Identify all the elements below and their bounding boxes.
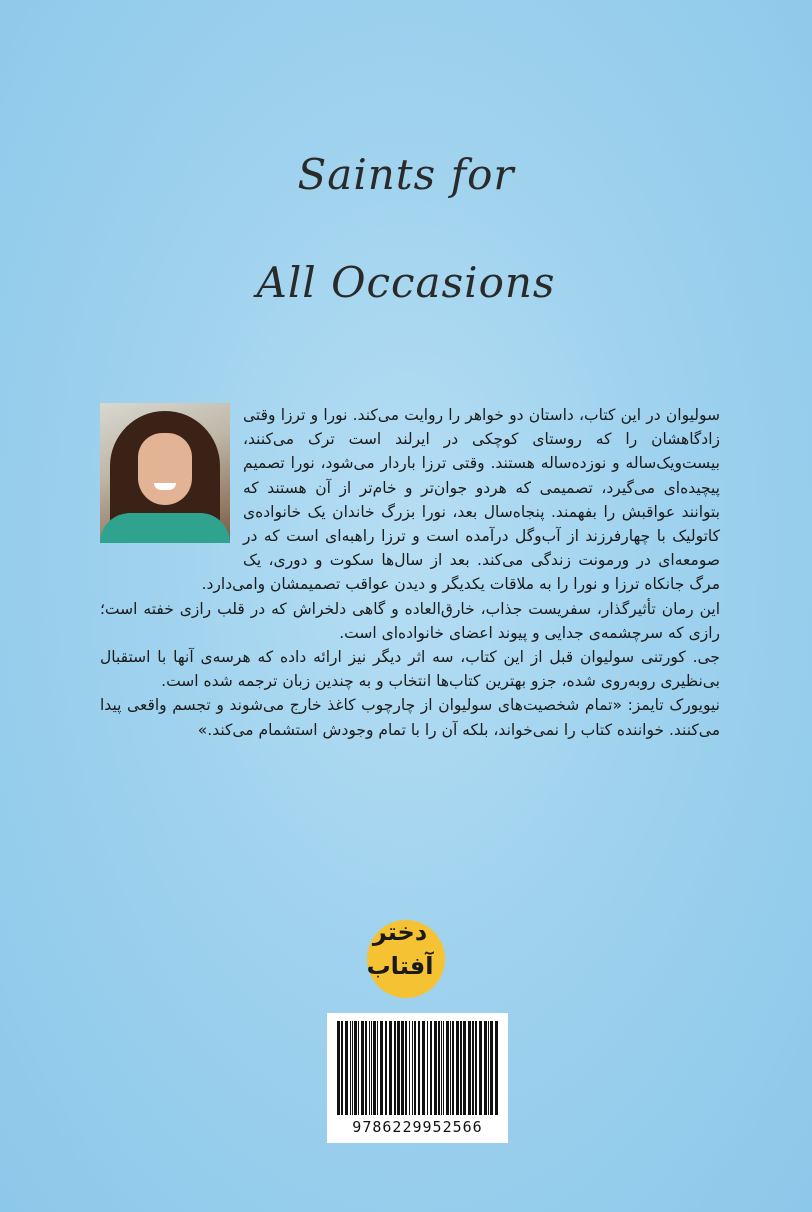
barcode-bar (414, 1021, 416, 1115)
barcode-bar (418, 1021, 420, 1115)
blurb-paragraph: جی. کورتنی سولیوان قبل از این کتاب، سه اثر دیگر نیز ارائه داده که هرسه‌ی آنها با استقبال بی‌نظیری روبه‌روی شده، جزو بهترین کتاب‌ها انتخاب و به چندین زبان ترجمه شده است. (100, 648, 720, 691)
barcode-bar (394, 1021, 396, 1115)
isbn-barcode (327, 1013, 508, 1143)
barcode-bar (377, 1021, 378, 1115)
barcode-bar (341, 1021, 343, 1115)
barcode-bars (335, 1021, 500, 1115)
barcode-bar (479, 1021, 482, 1115)
barcode-bar (468, 1021, 471, 1115)
blurb-paragraph: نیویورک تایمز: «تمام شخصیت‌های سولیوان از چارچوب کاغذ خارج می‌شوند و تجسم واقعی پیدا می‌کنند. خواننده کتاب را نمی‌خواند، بلکه آن را با تمام وجودش استشمام می‌کند.» (100, 696, 720, 739)
barcode-bar (365, 1021, 367, 1115)
barcode-bar (409, 1021, 410, 1115)
barcode-bar (438, 1021, 440, 1115)
barcode-bar (352, 1021, 353, 1115)
barcode-bar (495, 1021, 498, 1115)
barcode-bar (380, 1021, 383, 1115)
barcode-bar (450, 1021, 451, 1115)
barcode-bar (371, 1021, 372, 1115)
barcode-bar (401, 1021, 404, 1115)
barcode-bar (337, 1021, 340, 1115)
barcode-bar (443, 1021, 444, 1115)
barcode-bar (389, 1021, 392, 1115)
book-title-line2: All Occasions (256, 258, 556, 307)
barcode-bar (430, 1021, 432, 1115)
barcode-bar (484, 1021, 487, 1115)
barcode-bar (354, 1021, 357, 1115)
barcode-bar (369, 1021, 370, 1115)
barcode-bar (460, 1021, 462, 1115)
barcode-bar (490, 1021, 493, 1115)
barcode-bar (422, 1021, 425, 1115)
barcode-bar (405, 1021, 407, 1115)
blurb-paragraph: سولیوان در این کتاب، داستان دو خواهر را روایت می‌کند. نورا و ترزا وقتی زادگاهشان را که روستای کوچکی در ایرلند است ترک می‌کنند، بیست‌ویک‌ساله و نوزده‌ساله هستند. وقتی ترزا باردار می‌شود، نورا تصمیم پیچیده‌ای می‌گیرد، تصمیمی که هردو جوان‌تر و خام‌تر از آن هستند که بتوانند عواقبش را بفهمند. پنجاه‌سال بعد، نورا بزرگ خاندان یک خانواده‌ی کاتولیک با چهارفرزند از آب‌وگل درآمده است و ترزا راهبه‌ای است که در صومعه‌ای در ورمونت زندگی می‌کند. بعد از سال‌ها سکوت و دوری، یک مرگ جانکاه ترزا و نورا را به ملاقات یکدیگر و دیدن عواقب تصمیمشان وامی‌دارد. (201, 406, 720, 594)
barcode-bar (358, 1021, 359, 1115)
barcode-bar (456, 1021, 459, 1115)
barcode-bar (434, 1021, 437, 1115)
barcode-bar (345, 1021, 348, 1115)
barcode-bar (475, 1021, 477, 1115)
blurb-paragraph: این رمان تأثیرگذار، سفریست جذاب، خارق‌العاده و گاهی دلخراش که در قلب رازی خفته است؛ رازی که سرچشمه‌ی جدایی و پیوند اعضای خانواده‌ای است. (100, 599, 720, 642)
publisher-logo-word-2: آفتاب (366, 952, 434, 980)
barcode-bar (361, 1021, 364, 1115)
barcode-bar (441, 1021, 442, 1115)
barcode-bar (472, 1021, 474, 1115)
publisher-logo-word-1: دختر (372, 918, 428, 946)
barcode-bar (385, 1021, 387, 1115)
barcode-bar (412, 1021, 413, 1115)
barcode-bar (397, 1021, 400, 1115)
barcode-bar (463, 1021, 466, 1115)
barcode-bar (350, 1021, 351, 1115)
barcode-bar (446, 1021, 449, 1115)
barcode-number: 9786229952566 (352, 1118, 483, 1136)
book-title-line1: Saints for (297, 150, 515, 199)
barcode-bar (373, 1021, 376, 1115)
barcode-bar (488, 1021, 489, 1115)
barcode-bar (452, 1021, 454, 1115)
barcode-bar (427, 1021, 428, 1115)
back-cover-blurb (100, 403, 720, 742)
